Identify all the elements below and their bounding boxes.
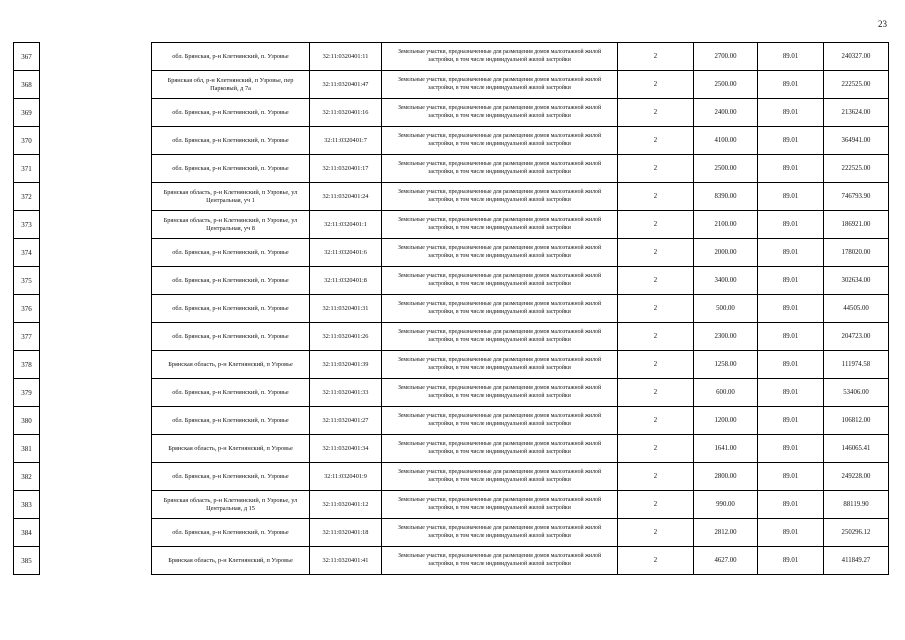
area-cell: 2100.00: [694, 211, 758, 239]
cadastral-number-cell: 32:11:0320401:18: [310, 519, 382, 547]
cadastral-value-cell: 249228.00: [824, 463, 889, 491]
group-cell: 2: [618, 155, 694, 183]
row-number-row: [14, 491, 40, 519]
row-number-cell: 377: [14, 323, 40, 351]
row-number-cell: 370: [14, 127, 40, 155]
row-number-column: [13, 42, 40, 575]
address-cell: Брянская область, р-н Клетнянский, п Узровье, ул Центральная, уч 1: [152, 183, 310, 211]
cadastral-number-cell: 32:11:0320401:24: [310, 183, 382, 211]
row-number-row: [14, 519, 40, 547]
land-plot-table-body: [152, 43, 889, 575]
row-number-cell: 383: [14, 491, 40, 519]
row-number-row: [14, 435, 40, 463]
cadastral-value-cell: 111974.58: [824, 351, 889, 379]
group-cell: 2: [618, 491, 694, 519]
group-cell: 2: [618, 295, 694, 323]
row-number-cell: 375: [14, 267, 40, 295]
rate-cell: 89.01: [758, 183, 824, 211]
land-use-cell: Земельные участки, предназначенные для размещения домов малоэтажной жилой застройки, в том числе индивидуальной жилой застройки: [382, 71, 618, 99]
land-use-cell: Земельные участки, предназначенные для размещения домов малоэтажной жилой застройки, в том числе индивидуальной жилой застройки: [382, 127, 618, 155]
cadastral-value-cell: 250296.12: [824, 519, 889, 547]
address-cell: Брянская область, р-н Клетнянский, п Узровье: [152, 547, 310, 575]
rate-cell: 89.01: [758, 379, 824, 407]
cadastral-number-cell: 32:11:0320401:31: [310, 295, 382, 323]
cadastral-number-cell: 32:11:0320401:9: [310, 463, 382, 491]
address-cell: обл. Брянская, р-н Клетнянский, п. Узровье: [152, 43, 310, 71]
cadastral-number-cell: 32:11:0320401:7: [310, 127, 382, 155]
table-row: [152, 211, 889, 239]
land-use-cell: Земельные участки, предназначенные для размещения домов малоэтажной жилой застройки, в том числе индивидуальной жилой застройки: [382, 547, 618, 575]
group-cell: 2: [618, 519, 694, 547]
row-number-row: [14, 43, 40, 71]
row-number-cell: 374: [14, 239, 40, 267]
table-row: [152, 267, 889, 295]
cadastral-value-cell: 364941.00: [824, 127, 889, 155]
land-plot-table: [151, 42, 889, 575]
row-number-row: [14, 323, 40, 351]
area-cell: 2500.00: [694, 155, 758, 183]
area-cell: 1641.00: [694, 435, 758, 463]
row-number-row: [14, 71, 40, 99]
rate-cell: 89.01: [758, 463, 824, 491]
table-row: [152, 547, 889, 575]
land-use-cell: Земельные участки, предназначенные для размещения домов малоэтажной жилой застройки, в том числе индивидуальной жилой застройки: [382, 99, 618, 127]
row-number-cell: 378: [14, 351, 40, 379]
cadastral-value-cell: 146065.41: [824, 435, 889, 463]
area-cell: 3400.00: [694, 267, 758, 295]
cadastral-number-cell: 32:11:0320401:26: [310, 323, 382, 351]
cadastral-number-cell: 32:11:0320401:8: [310, 267, 382, 295]
cadastral-value-cell: 106812.00: [824, 407, 889, 435]
table-row: [152, 127, 889, 155]
table-row: [152, 351, 889, 379]
cadastral-value-cell: 302634.00: [824, 267, 889, 295]
row-number-cell: 381: [14, 435, 40, 463]
address-cell: обл. Брянская, р-н Клетнянский, п. Узровье: [152, 323, 310, 351]
land-use-cell: Земельные участки, предназначенные для размещения домов малоэтажной жилой застройки, в том числе индивидуальной жилой застройки: [382, 323, 618, 351]
rate-cell: 89.01: [758, 71, 824, 99]
row-number-cell: 385: [14, 547, 40, 575]
cadastral-number-cell: 32:11:0320401:12: [310, 491, 382, 519]
rate-cell: 89.01: [758, 491, 824, 519]
cadastral-value-cell: 53406.00: [824, 379, 889, 407]
group-cell: 2: [618, 463, 694, 491]
table-row: [152, 323, 889, 351]
rate-cell: 89.01: [758, 351, 824, 379]
row-number-row: [14, 211, 40, 239]
group-cell: 2: [618, 99, 694, 127]
table-row: [152, 239, 889, 267]
group-cell: 2: [618, 379, 694, 407]
land-use-cell: Земельные участки, предназначенные для размещения домов малоэтажной жилой застройки, в том числе индивидуальной жилой застройки: [382, 519, 618, 547]
cadastral-number-cell: 32:11:0320401:1: [310, 211, 382, 239]
land-use-cell: Земельные участки, предназначенные для размещения домов малоэтажной жилой застройки, в том числе индивидуальной жилой застройки: [382, 211, 618, 239]
land-use-cell: Земельные участки, предназначенные для размещения домов малоэтажной жилой застройки, в том числе индивидуальной жилой застройки: [382, 463, 618, 491]
area-cell: 2812.00: [694, 519, 758, 547]
rate-cell: 89.01: [758, 127, 824, 155]
cadastral-number-cell: 32:11:0320401:27: [310, 407, 382, 435]
land-use-cell: Земельные участки, предназначенные для размещения домов малоэтажной жилой застройки, в том числе индивидуальной жилой застройки: [382, 267, 618, 295]
land-use-cell: Земельные участки, предназначенные для размещения домов малоэтажной жилой застройки, в том числе индивидуальной жилой застройки: [382, 491, 618, 519]
cadastral-number-cell: 32:11:0320401:34: [310, 435, 382, 463]
row-number-row: [14, 183, 40, 211]
area-cell: 1258.00: [694, 351, 758, 379]
rate-cell: 89.01: [758, 519, 824, 547]
rate-cell: 89.01: [758, 295, 824, 323]
table-row: [152, 463, 889, 491]
row-number-cell: 367: [14, 43, 40, 71]
group-cell: 2: [618, 239, 694, 267]
cadastral-value-cell: 222525.00: [824, 155, 889, 183]
row-number-row: [14, 407, 40, 435]
row-number-row: [14, 155, 40, 183]
cadastral-value-cell: 213624.00: [824, 99, 889, 127]
table-row: [152, 183, 889, 211]
land-use-cell: Земельные участки, предназначенные для размещения домов малоэтажной жилой застройки, в том числе индивидуальной жилой застройки: [382, 295, 618, 323]
rate-cell: 89.01: [758, 99, 824, 127]
table-row: [152, 519, 889, 547]
group-cell: 2: [618, 351, 694, 379]
row-number-body: [14, 43, 40, 575]
address-cell: обл. Брянская, р-н Клетнянский, п. Узровье: [152, 155, 310, 183]
row-number-row: [14, 239, 40, 267]
rate-cell: 89.01: [758, 323, 824, 351]
group-cell: 2: [618, 211, 694, 239]
page-number: 23: [878, 19, 887, 29]
land-use-cell: Земельные участки, предназначенные для размещения домов малоэтажной жилой застройки, в том числе индивидуальной жилой застройки: [382, 239, 618, 267]
row-number-cell: 373: [14, 211, 40, 239]
land-use-cell: Земельные участки, предназначенные для размещения домов малоэтажной жилой застройки, в том числе индивидуальной жилой застройки: [382, 435, 618, 463]
group-cell: 2: [618, 43, 694, 71]
area-cell: 1200.00: [694, 407, 758, 435]
group-cell: 2: [618, 267, 694, 295]
rate-cell: 89.01: [758, 407, 824, 435]
address-cell: обл. Брянская, р-н Клетнянский, п. Узровье: [152, 295, 310, 323]
address-cell: обл. Брянская, р-н Клетнянский, п. Узровье: [152, 239, 310, 267]
area-cell: 500.00: [694, 295, 758, 323]
address-cell: обл. Брянская, р-н Клетнянский, п. Узровье: [152, 463, 310, 491]
row-number-cell: 371: [14, 155, 40, 183]
table-row: [152, 155, 889, 183]
table-row: [152, 43, 889, 71]
cadastral-value-cell: 222525.00: [824, 71, 889, 99]
row-number-cell: 380: [14, 407, 40, 435]
group-cell: 2: [618, 435, 694, 463]
cadastral-value-cell: 186921.00: [824, 211, 889, 239]
land-use-cell: Земельные участки, предназначенные для размещения домов малоэтажной жилой застройки, в том числе индивидуальной жилой застройки: [382, 155, 618, 183]
cadastral-value-cell: 240327.00: [824, 43, 889, 71]
table-row: [152, 379, 889, 407]
row-number-cell: 379: [14, 379, 40, 407]
table-row: [152, 435, 889, 463]
cadastral-number-cell: 32:11:0320401:17: [310, 155, 382, 183]
rate-cell: 89.01: [758, 267, 824, 295]
row-number-cell: 384: [14, 519, 40, 547]
area-cell: 2300.00: [694, 323, 758, 351]
cadastral-value-cell: 44505.00: [824, 295, 889, 323]
row-number-row: [14, 379, 40, 407]
area-cell: 8390.00: [694, 183, 758, 211]
row-number-row: [14, 295, 40, 323]
area-cell: 4100.00: [694, 127, 758, 155]
cadastral-number-cell: 32:11:0320401:11: [310, 43, 382, 71]
group-cell: 2: [618, 183, 694, 211]
table-row: [152, 407, 889, 435]
row-number-cell: 368: [14, 71, 40, 99]
cadastral-number-cell: 32:11:0320401:33: [310, 379, 382, 407]
row-number-cell: 376: [14, 295, 40, 323]
cadastral-number-cell: 32:11:0320401:47: [310, 71, 382, 99]
row-number-row: [14, 463, 40, 491]
cadastral-value-cell: 204723.00: [824, 323, 889, 351]
row-number-row: [14, 351, 40, 379]
table-row: [152, 491, 889, 519]
address-cell: Брянская область, р-н Клетнянский, п Узровье: [152, 435, 310, 463]
area-cell: 4627.00: [694, 547, 758, 575]
cadastral-number-cell: 32:11:0320401:6: [310, 239, 382, 267]
table-row: [152, 71, 889, 99]
cadastral-number-cell: 32:11:0320401:16: [310, 99, 382, 127]
address-cell: обл. Брянская, р-н Клетнянский, п. Узровье: [152, 407, 310, 435]
area-cell: 2700.00: [694, 43, 758, 71]
cadastral-value-cell: 178020.00: [824, 239, 889, 267]
rate-cell: 89.01: [758, 239, 824, 267]
rate-cell: 89.01: [758, 547, 824, 575]
cadastral-value-cell: 746793.90: [824, 183, 889, 211]
group-cell: 2: [618, 407, 694, 435]
row-number-row: [14, 267, 40, 295]
row-number-row: [14, 127, 40, 155]
group-cell: 2: [618, 71, 694, 99]
land-use-cell: Земельные участки, предназначенные для размещения домов малоэтажной жилой застройки, в том числе индивидуальной жилой застройки: [382, 183, 618, 211]
area-cell: 2800.00: [694, 463, 758, 491]
row-number-row: [14, 547, 40, 575]
cadastral-number-cell: 32:11:0320401:39: [310, 351, 382, 379]
rate-cell: 89.01: [758, 211, 824, 239]
table-row: [152, 99, 889, 127]
group-cell: 2: [618, 127, 694, 155]
rate-cell: 89.01: [758, 435, 824, 463]
address-cell: Брянская область, р-н Клетнянский, п Узровье, ул Центральная, д 15: [152, 491, 310, 519]
area-cell: 2500.00: [694, 71, 758, 99]
row-number-cell: 382: [14, 463, 40, 491]
cadastral-value-cell: 411849.27: [824, 547, 889, 575]
area-cell: 2400.00: [694, 99, 758, 127]
row-number-cell: 369: [14, 99, 40, 127]
row-number-cell: 372: [14, 183, 40, 211]
table-row: [152, 295, 889, 323]
address-cell: Брянская область, р-н Клетнянский, п Узровье, ул Центральная, уч 8: [152, 211, 310, 239]
cadastral-number-cell: 32:11:0320401:41: [310, 547, 382, 575]
area-cell: 2000.00: [694, 239, 758, 267]
address-cell: Брянская область, р-н Клетнянский, п Узровье: [152, 351, 310, 379]
address-cell: обл. Брянская, р-н Клетнянский, п. Узровье: [152, 267, 310, 295]
address-cell: Брянская обл, р-н Клетнянский, п Узровье, пер Парковый, д 7а: [152, 71, 310, 99]
address-cell: обл. Брянская, р-н Клетнянский, п. Узровье: [152, 127, 310, 155]
cadastral-value-cell: 88119.90: [824, 491, 889, 519]
row-number-row: [14, 99, 40, 127]
address-cell: обл. Брянская, р-н Клетнянский, п. Узровье: [152, 519, 310, 547]
land-use-cell: Земельные участки, предназначенные для размещения домов малоэтажной жилой застройки, в том числе индивидуальной жилой застройки: [382, 379, 618, 407]
group-cell: 2: [618, 547, 694, 575]
land-use-cell: Земельные участки, предназначенные для размещения домов малоэтажной жилой застройки, в том числе индивидуальной жилой застройки: [382, 407, 618, 435]
area-cell: 600.00: [694, 379, 758, 407]
group-cell: 2: [618, 323, 694, 351]
address-cell: обл. Брянская, р-н Клетнянский, п. Узровье: [152, 99, 310, 127]
land-use-cell: Земельные участки, предназначенные для размещения домов малоэтажной жилой застройки, в том числе индивидуальной жилой застройки: [382, 351, 618, 379]
land-use-cell: Земельные участки, предназначенные для размещения домов малоэтажной жилой застройки, в том числе индивидуальной жилой застройки: [382, 43, 618, 71]
address-cell: обл. Брянская, р-н Клетнянский, п. Узровье: [152, 379, 310, 407]
rate-cell: 89.01: [758, 43, 824, 71]
rate-cell: 89.01: [758, 155, 824, 183]
area-cell: 990.00: [694, 491, 758, 519]
